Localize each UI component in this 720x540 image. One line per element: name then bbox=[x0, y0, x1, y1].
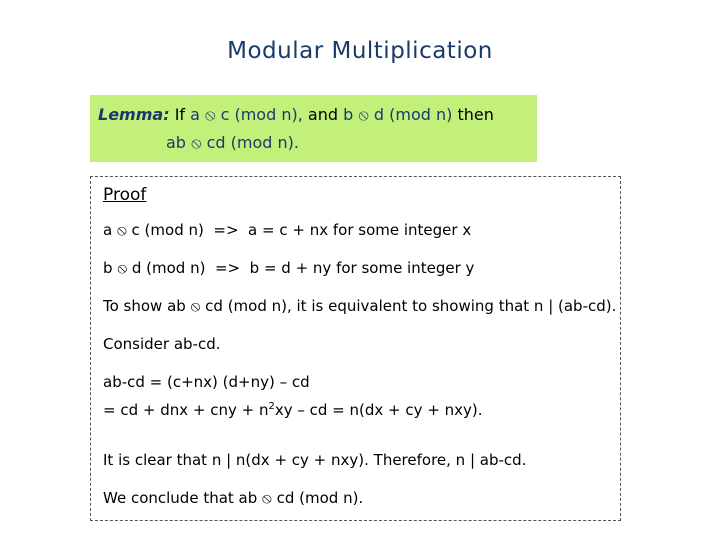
congruence-symbol-icon: ⦸ bbox=[205, 105, 216, 124]
congruence-symbol-icon: ⦸ bbox=[117, 259, 128, 277]
lemma-b: b bbox=[343, 105, 354, 124]
congruence-symbol-icon: ⦸ bbox=[190, 297, 201, 315]
proof-line-2 bbox=[103, 259, 474, 277]
proof-line-7: It is clear that n | n(dx + cy + nxy). Therefore, n | ab-cd. bbox=[103, 451, 527, 469]
page-title: Modular Multiplication bbox=[227, 38, 493, 64]
proof-line-4: Consider ab-cd. bbox=[103, 335, 221, 353]
proof-line-6-sup: 2 bbox=[268, 401, 275, 412]
proof-line-3 bbox=[103, 297, 616, 315]
proof-line-1-a: a bbox=[103, 221, 113, 239]
congruence-symbol-icon: ⦸ bbox=[262, 489, 272, 507]
proof-line-8 bbox=[103, 489, 363, 507]
proof-line-2-rest: d (mod n) => b = d + ny for some integer y bbox=[131, 259, 475, 277]
lemma-d-mod: d (mod n) bbox=[373, 105, 453, 124]
congruence-symbol-icon: ⦸ bbox=[191, 133, 202, 152]
lemma-line-1 bbox=[98, 101, 529, 129]
proof-line-1 bbox=[103, 221, 471, 239]
congruence-symbol-icon: ⦸ bbox=[358, 105, 369, 124]
proof-line-8-rest: cd (mod n). bbox=[276, 489, 364, 507]
proof-line-6-a: = cd + dnx + cny + n bbox=[103, 401, 269, 419]
proof-line-8-a: We conclude that ab bbox=[103, 489, 258, 507]
proof-line-3-a: To show ab bbox=[103, 297, 186, 315]
lemma-line-2 bbox=[98, 129, 529, 157]
lemma-c-mod: c (mod n), bbox=[220, 105, 303, 124]
lemma-and: and bbox=[307, 105, 338, 124]
proof-line-3-rest: cd (mod n), it is equivalent to showing that n | (ab-cd). bbox=[205, 297, 617, 315]
lemma-if: If bbox=[174, 105, 186, 124]
proof-title: Proof bbox=[103, 185, 147, 205]
lemma-label: Lemma: bbox=[98, 105, 170, 124]
proof-line-6 bbox=[103, 401, 482, 419]
proof-line-5: ab-cd = (c+nx) (d+ny) – cd bbox=[103, 373, 310, 391]
proof-line-1-rest: c (mod n) => a = c + nx for some integer x bbox=[131, 221, 472, 239]
lemma-cd-mod: cd (mod n). bbox=[206, 133, 299, 152]
congruence-symbol-icon: ⦸ bbox=[116, 221, 127, 239]
lemma-then: then bbox=[457, 105, 494, 124]
lemma-box bbox=[90, 95, 537, 162]
proof-line-2-b: b bbox=[103, 259, 113, 277]
lemma-ab: ab bbox=[166, 133, 186, 152]
proof-line-6-b: xy – cd = n(dx + cy + nxy). bbox=[274, 401, 483, 419]
proof-box bbox=[90, 176, 621, 521]
lemma-a: a bbox=[190, 105, 200, 124]
